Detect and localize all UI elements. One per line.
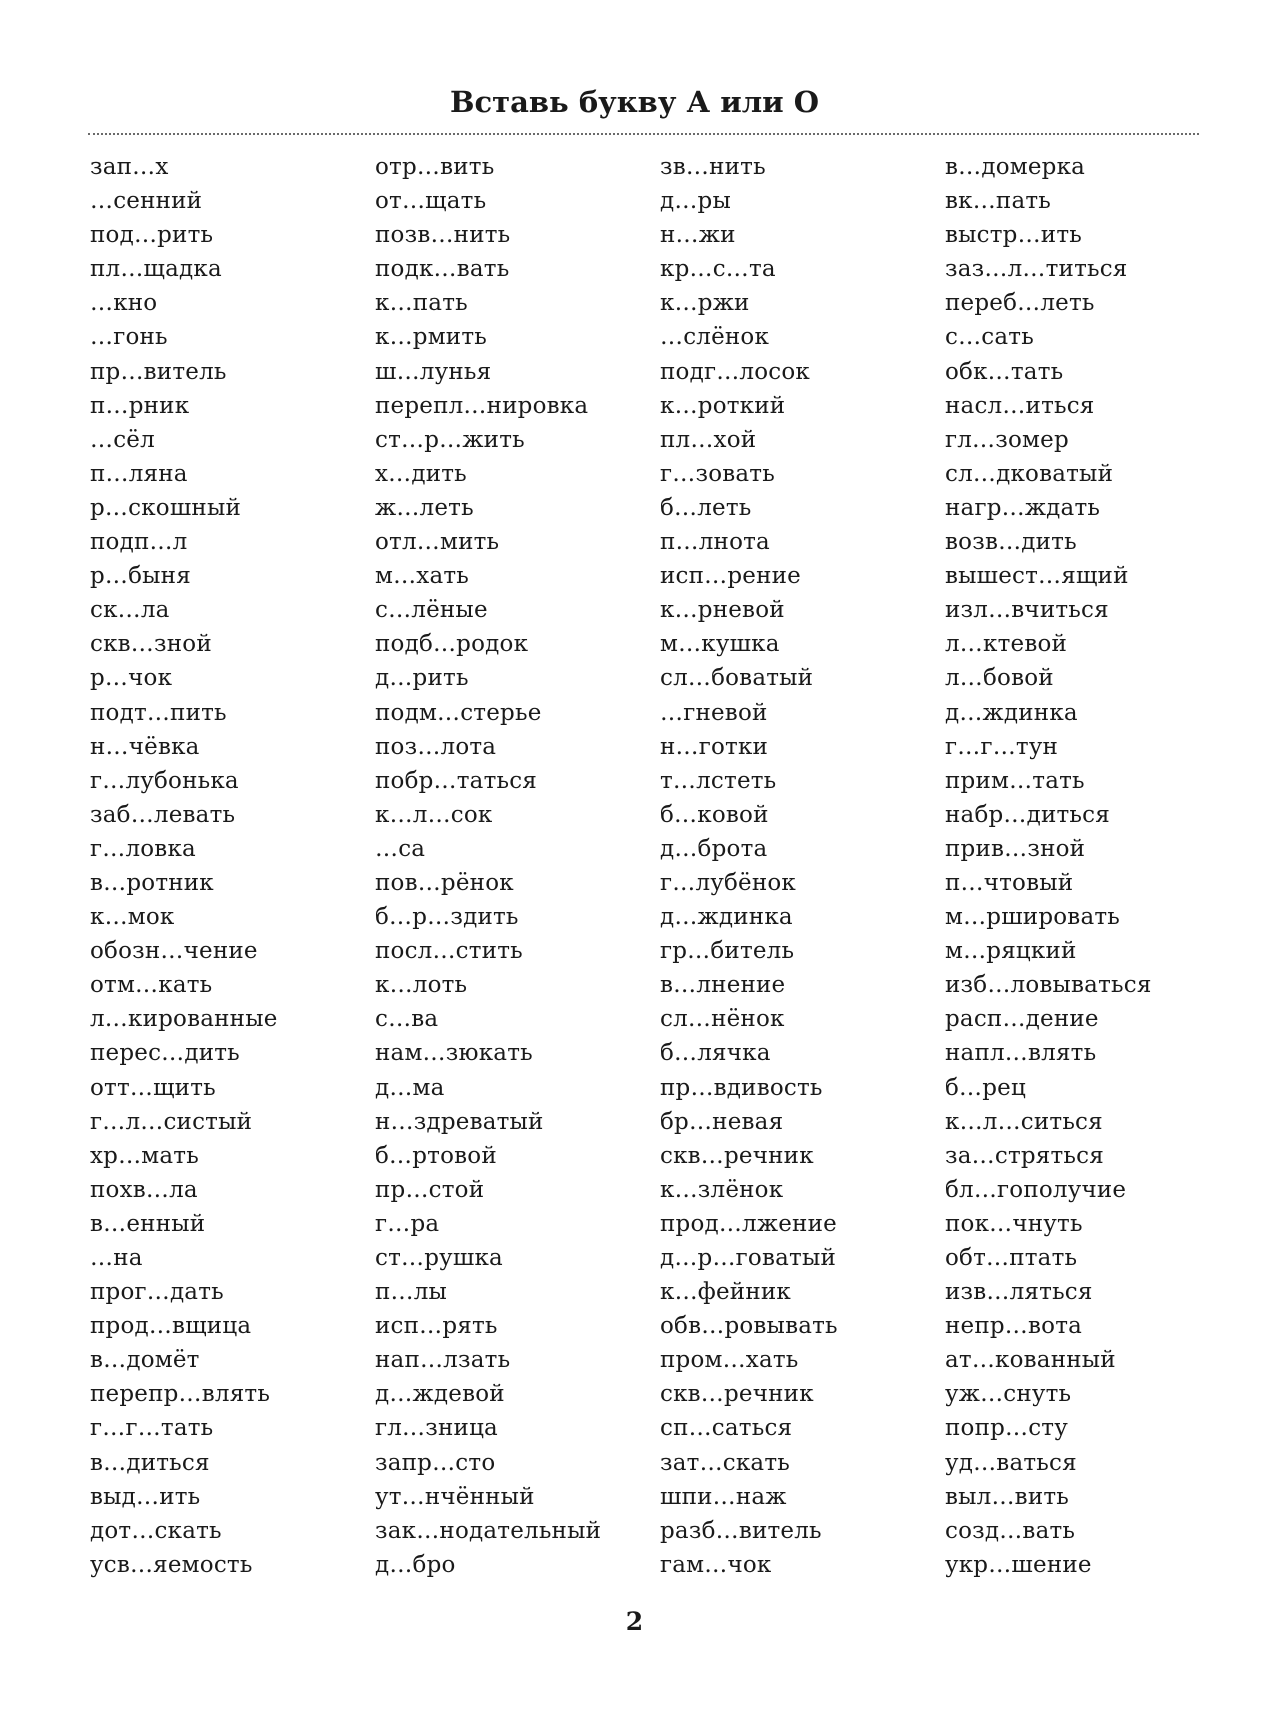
word-item: гам…чок bbox=[660, 1551, 772, 1578]
word-item: нам…зюкать bbox=[375, 1040, 533, 1067]
word-item: отр…вить bbox=[375, 154, 495, 180]
word-item: к…роткий bbox=[660, 392, 786, 419]
word-item: напл…влять bbox=[945, 1040, 1097, 1067]
word-item: к…л…ситься bbox=[945, 1108, 1103, 1135]
word-item: с…ва bbox=[375, 1006, 439, 1033]
word-item: перепр…влять bbox=[90, 1381, 271, 1408]
word-item: исп…рять bbox=[375, 1313, 498, 1340]
word-item: заб…левать bbox=[90, 801, 236, 828]
word-item: поз…лота bbox=[375, 733, 497, 760]
word-item: в…лнение bbox=[660, 972, 786, 999]
word-item: …гневой bbox=[660, 699, 768, 726]
word-item: д…бро bbox=[375, 1551, 456, 1578]
word-item: подк…вать bbox=[375, 256, 510, 283]
word-item: уд…ваться bbox=[945, 1449, 1077, 1476]
word-item: подг…лосок bbox=[660, 358, 810, 385]
word-item: …сенний bbox=[90, 188, 203, 215]
word-item: л…бовой bbox=[945, 665, 1054, 692]
word-item: созд…вать bbox=[945, 1517, 1076, 1544]
word-item: к…злёнок bbox=[660, 1176, 784, 1203]
word-item: сп…саться bbox=[660, 1415, 793, 1442]
word-item: д…ждевой bbox=[375, 1381, 505, 1408]
word-item: бр…невая bbox=[660, 1108, 784, 1135]
word-item: перес…дить bbox=[90, 1040, 240, 1067]
word-item: скв…речник bbox=[660, 1381, 814, 1408]
word-item: пр…стой bbox=[375, 1176, 485, 1203]
word-item: н…здреватый bbox=[375, 1108, 544, 1135]
word-item: подм…стерье bbox=[375, 699, 542, 726]
word-item: похв…ла bbox=[90, 1176, 198, 1203]
word-item: п…лнота bbox=[660, 529, 770, 556]
word-item: пов…рёнок bbox=[375, 869, 514, 896]
word-item: к…л…сок bbox=[375, 801, 493, 828]
word-item: зак…нодательный bbox=[375, 1517, 602, 1544]
word-item: набр…диться bbox=[945, 801, 1110, 828]
word-item: д…ждинка bbox=[945, 699, 1078, 726]
word-item: б…ковой bbox=[660, 801, 769, 828]
word-item: в…домерка bbox=[945, 154, 1086, 180]
word-item: в…диться bbox=[90, 1449, 210, 1476]
word-item: р…быня bbox=[90, 563, 191, 590]
word-item: бл…гополучие bbox=[945, 1176, 1127, 1203]
word-item: обв…ровывать bbox=[660, 1313, 838, 1340]
word-item: зв…нить bbox=[660, 154, 766, 180]
word-column-2 bbox=[375, 150, 665, 1582]
word-item: к…лоть bbox=[375, 972, 468, 999]
word-item: д…брота bbox=[660, 835, 768, 862]
word-item: переб…леть bbox=[945, 290, 1095, 317]
word-item: от…щать bbox=[375, 188, 487, 215]
word-item: отт…щить bbox=[90, 1074, 216, 1101]
word-item: д…р…говатый bbox=[660, 1245, 837, 1271]
word-item: усв…яемость bbox=[90, 1551, 253, 1578]
page-number: 2 bbox=[625, 1607, 644, 1636]
word-item: л…ктевой bbox=[945, 631, 1068, 658]
word-item: ат…кованный bbox=[945, 1347, 1116, 1374]
word-item: прог…дать bbox=[90, 1279, 224, 1306]
word-item: прод…лжение bbox=[660, 1210, 837, 1237]
word-item: г…ра bbox=[375, 1210, 440, 1237]
word-item: разб…витель bbox=[660, 1517, 822, 1544]
word-item: прив…зной bbox=[945, 835, 1086, 862]
word-item: …слёнок bbox=[660, 324, 770, 351]
word-item: пл…хой bbox=[660, 426, 757, 453]
word-item: шпи…наж bbox=[660, 1483, 787, 1510]
word-item: ст…р…жить bbox=[375, 426, 525, 453]
word-item: заз…л…титься bbox=[945, 256, 1128, 283]
word-item: прод…вщица bbox=[90, 1313, 252, 1340]
word-item: нап…лзать bbox=[375, 1347, 511, 1374]
word-item: м…хать bbox=[375, 563, 470, 590]
word-item: р…скошный bbox=[90, 494, 241, 521]
word-item: б…лячка bbox=[660, 1040, 771, 1067]
word-item: пром…хать bbox=[660, 1347, 799, 1374]
word-item: к…фейник bbox=[660, 1279, 791, 1306]
word-item: непр…вота bbox=[945, 1313, 1083, 1340]
word-item: под…рить bbox=[90, 222, 214, 249]
word-item: гл…зница bbox=[375, 1415, 498, 1442]
word-item: н…чёвка bbox=[90, 733, 200, 760]
word-item: прим…тать bbox=[945, 767, 1085, 794]
word-item: насл…иться bbox=[945, 392, 1095, 419]
word-item: исп…рение bbox=[660, 563, 801, 590]
word-item: г…ловка bbox=[90, 835, 196, 862]
word-item: в…ротник bbox=[90, 869, 214, 896]
word-item: изб…ловываться bbox=[945, 972, 1152, 999]
word-item: м…ряцкий bbox=[945, 938, 1077, 965]
word-item: выл…вить bbox=[945, 1483, 1069, 1510]
word-item: зап…х bbox=[90, 154, 169, 180]
word-item: подт…пить bbox=[90, 699, 227, 726]
word-item: б…рец bbox=[945, 1074, 1026, 1101]
word-item: сл…нёнок bbox=[660, 1006, 785, 1033]
word-item: …сёл bbox=[90, 426, 155, 453]
word-item: ск…ла bbox=[90, 597, 170, 624]
word-item: к…рневой bbox=[660, 597, 785, 624]
word-item: обт…птать bbox=[945, 1245, 1078, 1271]
word-item: расп…дение bbox=[945, 1006, 1099, 1033]
word-column-3 bbox=[660, 150, 950, 1582]
word-item: вышест…ящий bbox=[945, 563, 1129, 590]
word-item: укр…шение bbox=[945, 1551, 1092, 1578]
word-item: м…ршировать bbox=[945, 904, 1121, 931]
word-column-4 bbox=[945, 150, 1235, 1582]
word-item: л…кированные bbox=[90, 1006, 278, 1033]
word-item: п…рник bbox=[90, 392, 190, 419]
word-item: побр…таться bbox=[375, 767, 538, 794]
word-item: х…дить bbox=[375, 460, 467, 487]
word-item: д…ры bbox=[660, 188, 731, 215]
word-item: гр…битель bbox=[660, 938, 795, 965]
word-item: хр…мать bbox=[90, 1142, 199, 1169]
word-item: к…рмить bbox=[375, 324, 487, 351]
word-item: скв…речник bbox=[660, 1142, 814, 1169]
title-divider bbox=[88, 133, 1199, 135]
word-column-1 bbox=[90, 150, 380, 1582]
word-item: уж…снуть bbox=[945, 1381, 1072, 1408]
word-item: обозн…чение bbox=[90, 938, 258, 965]
word-columns bbox=[0, 150, 1269, 1590]
word-item: п…чтовый bbox=[945, 869, 1074, 896]
word-item: посл…стить bbox=[375, 938, 523, 965]
word-item: б…ртовой bbox=[375, 1142, 497, 1169]
word-item: изв…ляться bbox=[945, 1279, 1093, 1306]
word-item: г…г…тун bbox=[945, 733, 1059, 760]
word-item: позв…нить bbox=[375, 222, 511, 249]
word-item: скв…зной bbox=[90, 631, 212, 658]
word-item: с…лёные bbox=[375, 597, 488, 624]
word-item: дот…скать bbox=[90, 1517, 222, 1544]
word-item: отм…кать bbox=[90, 972, 213, 999]
word-item: зат…скать bbox=[660, 1449, 790, 1476]
word-item: д…ма bbox=[375, 1074, 445, 1101]
word-item: н…готки bbox=[660, 733, 769, 760]
word-item: возв…дить bbox=[945, 529, 1077, 556]
word-item: ут…нчённый bbox=[375, 1483, 535, 1510]
word-item: …са bbox=[375, 835, 426, 862]
word-item: р…чок bbox=[90, 665, 173, 692]
word-item: г…лубонька bbox=[90, 767, 239, 794]
word-item: сл…боватый bbox=[660, 665, 814, 692]
word-item: …кно bbox=[90, 290, 158, 317]
word-item: нагр…ждать bbox=[945, 494, 1101, 521]
word-item: п…ляна bbox=[90, 460, 188, 487]
word-item: вк…пать bbox=[945, 188, 1052, 215]
word-item: изл…вчиться bbox=[945, 597, 1109, 624]
word-item: …гонь bbox=[90, 324, 168, 351]
word-item: обк…тать bbox=[945, 358, 1064, 385]
word-item: выд…ить bbox=[90, 1483, 201, 1510]
word-item: ст…рушка bbox=[375, 1245, 503, 1271]
page-title: Вставь букву А или О bbox=[449, 85, 820, 119]
word-item: д…ждинка bbox=[660, 904, 793, 931]
word-item: в…домёт bbox=[90, 1347, 200, 1374]
word-item: перепл…нировка bbox=[375, 392, 589, 419]
word-item: к…мок bbox=[90, 904, 175, 931]
word-item: подб…родок bbox=[375, 631, 529, 658]
word-item: к…ржи bbox=[660, 290, 750, 317]
word-item: кр…с…та bbox=[660, 256, 776, 283]
word-item: д…рить bbox=[375, 665, 469, 692]
word-item: г…лубёнок bbox=[660, 869, 797, 896]
word-item: г…зовать bbox=[660, 460, 775, 487]
word-item: к…пать bbox=[375, 290, 468, 317]
word-item: ж…леть bbox=[375, 494, 474, 521]
word-item: пл…щадка bbox=[90, 256, 222, 283]
word-item: т…лстеть bbox=[660, 767, 777, 794]
word-item: в…енный bbox=[90, 1210, 206, 1237]
word-item: м…кушка bbox=[660, 631, 780, 658]
word-item: …на bbox=[90, 1245, 143, 1271]
word-item: г…л…систый bbox=[90, 1108, 253, 1135]
word-item: гл…зомер bbox=[945, 426, 1069, 453]
word-item: подп…л bbox=[90, 529, 188, 556]
word-item: б…р…здить bbox=[375, 904, 519, 931]
word-item: н…жи bbox=[660, 222, 736, 249]
word-item: сл…дковатый bbox=[945, 460, 1114, 487]
word-item: пр…вдивость bbox=[660, 1074, 823, 1101]
word-item: п…лы bbox=[375, 1279, 448, 1306]
word-item: за…стряться bbox=[945, 1142, 1104, 1169]
word-item: пр…витель bbox=[90, 358, 227, 385]
word-item: запр…сто bbox=[375, 1449, 496, 1476]
word-item: пок…чнуть bbox=[945, 1210, 1083, 1237]
word-item: г…г…тать bbox=[90, 1415, 214, 1442]
word-item: попр…сту bbox=[945, 1415, 1068, 1442]
word-item: отл…мить bbox=[375, 529, 500, 556]
word-item: выстр…ить bbox=[945, 222, 1082, 249]
word-item: ш…лунья bbox=[375, 358, 492, 385]
word-item: б…леть bbox=[660, 494, 752, 521]
word-item: с…сать bbox=[945, 324, 1034, 351]
